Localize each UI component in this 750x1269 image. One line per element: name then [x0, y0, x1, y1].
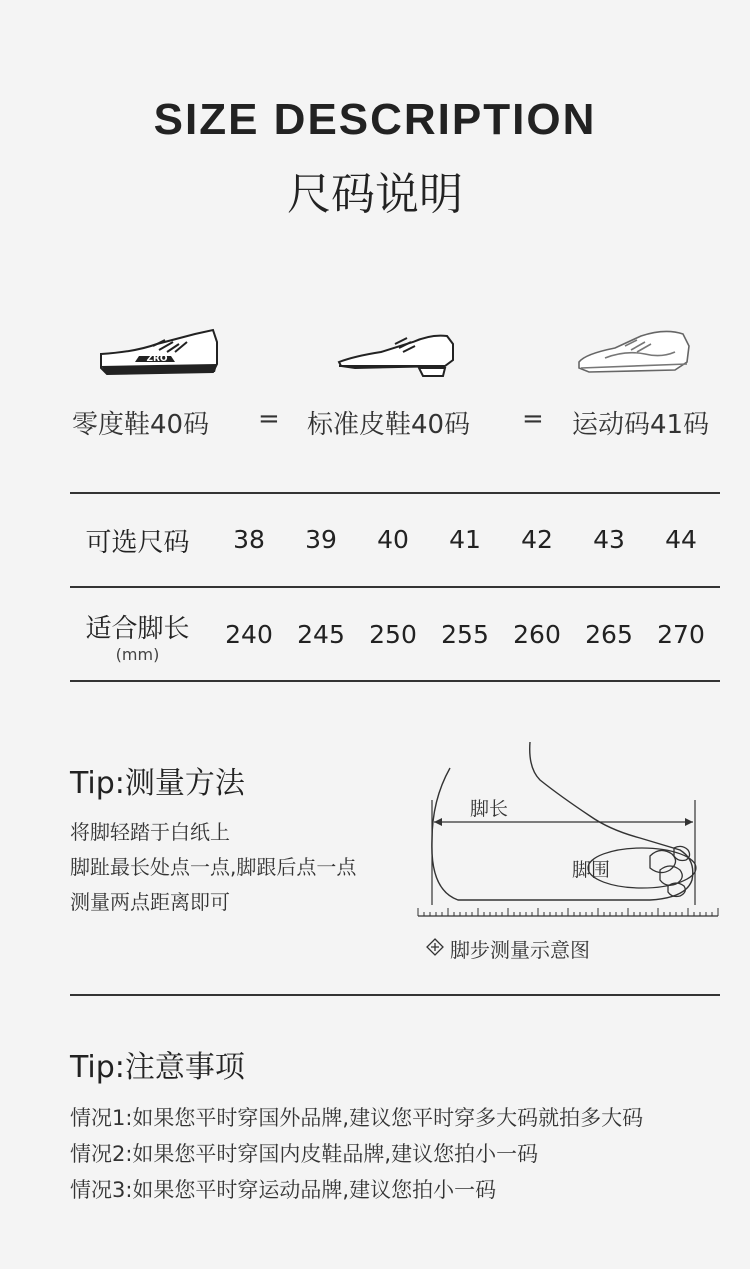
length-row-label: 适合脚长	[85, 614, 190, 644]
length-cell: 270	[657, 620, 705, 649]
formal-size-label: 标准皮鞋40码	[307, 410, 471, 440]
length-cell: 250	[369, 620, 417, 649]
size-row-label: 可选尺码	[85, 528, 190, 558]
measure-tip-title: Tip:测量方法	[70, 766, 245, 801]
length-cell: 265	[585, 620, 633, 649]
page-title-en: SIZE DESCRIPTION	[153, 95, 597, 144]
section-divider	[70, 994, 720, 996]
table-middle-divider	[70, 586, 720, 588]
zero-sneaker-icon	[95, 322, 225, 382]
length-cell: 260	[513, 620, 561, 649]
size-cell: 44	[665, 525, 697, 554]
foot-measure-diagram	[410, 740, 725, 920]
length-unit-label: (mm)	[115, 645, 160, 664]
measure-tip-line: 脚趾最长处点一点,脚跟后点一点	[70, 855, 357, 879]
diagram-caption: 脚步测量示意图	[450, 938, 590, 962]
size-cell: 38	[233, 525, 265, 554]
zero-size-label: 零度鞋40码	[72, 410, 210, 440]
size-cell: 40	[377, 525, 409, 554]
page-title-zh: 尺码说明	[287, 169, 463, 220]
table-top-divider	[70, 492, 720, 494]
size-cell: 42	[521, 525, 553, 554]
zero-logo-text: ZRO	[146, 354, 168, 364]
sport-size-label: 运动码41码	[572, 410, 710, 440]
foot-length-label: 脚长	[470, 798, 509, 820]
measure-tip-line: 测量两点距离即可	[70, 890, 230, 914]
table-bottom-divider	[70, 680, 720, 682]
size-cell: 43	[593, 525, 625, 554]
formal-shoe-icon	[335, 322, 460, 382]
equals-sign-2: =	[522, 404, 544, 434]
diamond-plus-icon	[426, 938, 444, 956]
length-cell: 245	[297, 620, 345, 649]
note-line: 情况3:如果您平时穿运动品牌,建议您拍小一码	[70, 1178, 497, 1202]
length-cell: 255	[441, 620, 489, 649]
measure-tip-line: 将脚轻踏于白纸上	[70, 820, 230, 844]
size-cell: 41	[449, 525, 481, 554]
notes-title: Tip:注意事项	[70, 1050, 245, 1085]
note-line: 情况2:如果您平时穿国内皮鞋品牌,建议您拍小一码	[70, 1142, 539, 1166]
note-line: 情况1:如果您平时穿国外品牌,建议您平时穿多大码就拍多大码	[70, 1106, 644, 1130]
length-cell: 240	[225, 620, 273, 649]
sport-shoe-icon	[575, 322, 695, 382]
size-cell: 39	[305, 525, 337, 554]
equals-sign-1: =	[258, 404, 280, 434]
foot-girth-label: 脚围	[572, 859, 611, 881]
